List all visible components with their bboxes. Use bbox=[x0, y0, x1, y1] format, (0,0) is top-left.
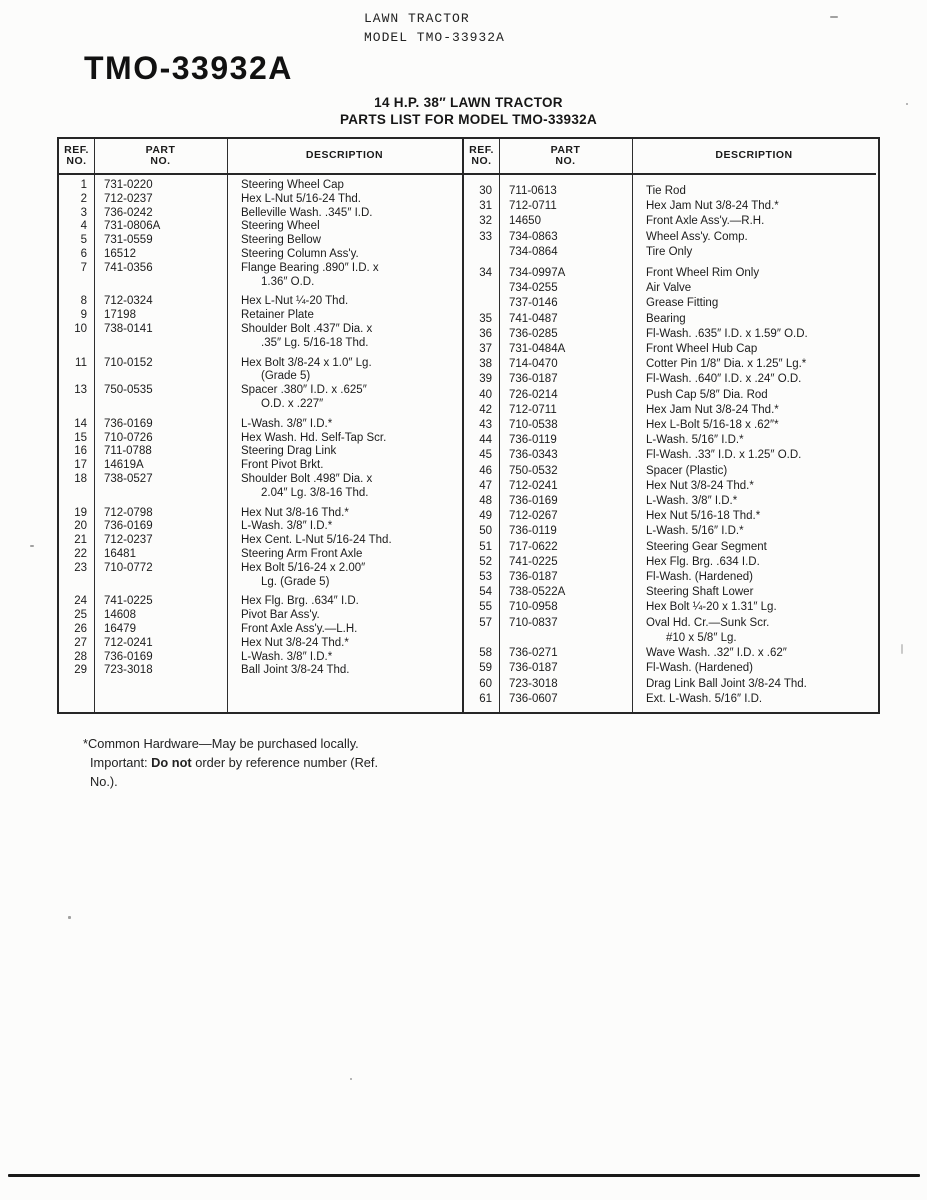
description-line: Hex Bolt ¼-20 x 1.31″ Lg. bbox=[646, 601, 777, 614]
description-line: Steering Arm Front Axle bbox=[241, 547, 363, 560]
description-cell bbox=[632, 692, 876, 707]
description-line: Hex Nut 3/8-24 Thd.* bbox=[241, 636, 349, 649]
description-line: Spacer (Plastic) bbox=[646, 464, 728, 477]
description-cell bbox=[632, 600, 876, 615]
ref-no-cell: 31 bbox=[479, 200, 492, 213]
part-no-cell: 712-0241 bbox=[104, 636, 153, 649]
part-no-cell: 736-0607 bbox=[509, 692, 558, 705]
description-cell bbox=[227, 637, 462, 651]
description-cell bbox=[227, 234, 462, 248]
description-cell bbox=[632, 509, 876, 524]
ref-no-cell: 25 bbox=[74, 609, 87, 622]
part-no-cell: 736-0169 bbox=[509, 495, 558, 508]
part-no-cell: 14650 bbox=[509, 215, 541, 228]
description-cell bbox=[632, 230, 876, 245]
ref-header-line2: NO. bbox=[66, 155, 87, 167]
footnote-line2-bold: Do not bbox=[151, 755, 192, 770]
part-no-cell: 738-0141 bbox=[104, 322, 153, 335]
ref-no-cell: 57 bbox=[479, 616, 492, 629]
description-cell bbox=[227, 562, 462, 590]
description-line: Air Valve bbox=[646, 282, 692, 295]
description-line: Ext. L-Wash. 5/16″ I.D. bbox=[646, 692, 763, 705]
part-no-cell: 712-0237 bbox=[104, 534, 153, 547]
part-header-line2: NO. bbox=[150, 155, 171, 167]
page-title: TMO-33932A bbox=[84, 50, 293, 86]
part-no-cell: 712-0711 bbox=[509, 200, 557, 213]
description-line: Hex Cent. L-Nut 5/16-24 Thd. bbox=[241, 534, 392, 547]
part-no-cell: 741-0225 bbox=[104, 595, 153, 608]
part-no-cell: 710-0726 bbox=[104, 431, 153, 444]
ref-no-cell: 3 bbox=[80, 206, 87, 219]
part-no-cell: 741-0225 bbox=[509, 555, 558, 568]
description-continuation-line: O.D. x .227″ bbox=[261, 397, 324, 410]
description-line: Hex Jam Nut 3/8-24 Thd.* bbox=[646, 200, 779, 213]
part-no-cell: 734-0864 bbox=[509, 245, 558, 258]
part-no-cell: 14608 bbox=[104, 609, 136, 622]
description-cell bbox=[632, 540, 876, 555]
description-cell bbox=[632, 281, 876, 296]
description-cell bbox=[632, 342, 876, 357]
description-cell bbox=[632, 214, 876, 229]
description-line: Tie Rod bbox=[646, 185, 686, 197]
description-line: Steering Wheel Cap bbox=[241, 179, 344, 191]
ref-no-cell: 34 bbox=[479, 267, 492, 280]
ref-no-cell bbox=[464, 245, 499, 260]
ref-no-cell bbox=[464, 281, 499, 296]
ref-no-header bbox=[59, 139, 94, 173]
footnote-line2-suffix: order by reference number (Ref. bbox=[191, 755, 379, 770]
ref-no-cell: 8 bbox=[80, 295, 87, 308]
description-cell bbox=[632, 524, 876, 539]
ref-no-cell: 45 bbox=[479, 449, 492, 462]
description-line: Push Cap 5/8″ Dia. Rod bbox=[646, 388, 768, 401]
ref-no-cell: 19 bbox=[74, 506, 87, 519]
description-cell bbox=[227, 309, 462, 323]
description-cell bbox=[227, 473, 462, 501]
part-header-line1: PART bbox=[550, 143, 581, 156]
description-cell bbox=[227, 623, 462, 637]
part-no-cell: 710-0837 bbox=[509, 616, 558, 629]
ref-no-cell: 1 bbox=[80, 179, 87, 191]
description-line: Ball Joint 3/8-24 Thd. bbox=[241, 664, 350, 677]
part-no-cell: 736-0169 bbox=[104, 650, 153, 663]
description-cell bbox=[632, 403, 876, 418]
scan-speck bbox=[350, 1078, 352, 1080]
description-line: Grease Fitting bbox=[646, 297, 719, 310]
part-no-cell: 731-0220 bbox=[104, 179, 153, 191]
description-line: Shoulder Bolt .437″ Dia. x bbox=[241, 322, 373, 335]
ref-no-cell: 16 bbox=[74, 445, 87, 458]
description-cell bbox=[632, 677, 876, 692]
parts-table bbox=[57, 137, 880, 714]
ref-no-cell: 9 bbox=[80, 309, 87, 322]
description-cell bbox=[227, 534, 462, 548]
description-continuation-line: .35″ Lg. 5/16-18 Thd. bbox=[261, 336, 369, 349]
description-cell bbox=[632, 555, 876, 570]
ref-no-cell: 37 bbox=[479, 343, 492, 356]
part-no-cell: 710-0152 bbox=[104, 356, 153, 369]
description-line: L-Wash. 5/16″ I.D.* bbox=[646, 434, 744, 447]
subtitle-line1: 14 H.P. 38″ LAWN TRACTOR bbox=[374, 95, 563, 110]
ref-no-cell: 44 bbox=[479, 434, 492, 447]
description-cell bbox=[632, 296, 876, 311]
ref-no-cell: 32 bbox=[479, 215, 492, 228]
part-no-cell: 16479 bbox=[104, 622, 136, 635]
part-no-cell: 734-0863 bbox=[509, 230, 558, 243]
part-no-cell: 736-0119 bbox=[509, 525, 557, 538]
part-no-cell: 736-0271 bbox=[509, 647, 558, 660]
scan-speck bbox=[30, 545, 34, 547]
description-line: Fl-Wash. .635″ I.D. x 1.59″ O.D. bbox=[646, 327, 808, 340]
description-cell bbox=[227, 664, 462, 678]
corner-header bbox=[364, 10, 505, 47]
description-line: Belleville Wash. .345″ I.D. bbox=[241, 206, 373, 219]
ref-no-cell: 53 bbox=[479, 571, 492, 584]
scan-speck bbox=[901, 644, 903, 654]
table-header-right bbox=[464, 139, 876, 173]
part-no-cell: 750-0535 bbox=[104, 384, 153, 397]
ref-no-cell: 17 bbox=[74, 459, 87, 472]
description-line: Steering Drag Link bbox=[241, 445, 337, 458]
ref-no-cell: 58 bbox=[479, 647, 492, 660]
description-line: Steering Column Ass'y. bbox=[241, 247, 359, 260]
part-header-line1: PART bbox=[145, 143, 176, 156]
ref-no-header bbox=[464, 139, 499, 173]
footnote-line1: *Common Hardware—May be purchased locally. bbox=[83, 736, 359, 751]
description-line: Fl-Wash. .640″ I.D. x .24″ O.D. bbox=[646, 373, 802, 386]
ref-no-cell: 47 bbox=[479, 479, 492, 492]
ref-no-cell: 13 bbox=[74, 384, 87, 397]
description-cell bbox=[227, 262, 462, 290]
ref-header-line2: NO. bbox=[471, 155, 492, 167]
footnote-line2-prefix: Important: bbox=[90, 755, 152, 770]
description-line: Drag Link Ball Joint 3/8-24 Thd. bbox=[646, 677, 807, 690]
part-no-cell: 711-0613 bbox=[509, 185, 557, 197]
ref-no-cell: 14 bbox=[74, 417, 87, 430]
description-line: Hex L-Nut 5/16-24 Thd. bbox=[241, 192, 361, 205]
description-cell bbox=[227, 609, 462, 623]
description-line: Hex Flg. Brg. .634″ I.D. bbox=[241, 595, 359, 608]
ref-no-cell: 50 bbox=[479, 525, 492, 538]
description-cell bbox=[632, 388, 876, 403]
description-line: Front Axle Ass'y.—L.H. bbox=[241, 622, 358, 635]
description-header-label: DESCRIPTION bbox=[715, 149, 793, 162]
corner-header-line2: MODEL TMO-33932A bbox=[364, 29, 505, 45]
page-bottom-scan-line bbox=[8, 1174, 920, 1177]
description-line: L-Wash. 3/8″ I.D.* bbox=[241, 417, 333, 430]
part-no-cell: 736-0187 bbox=[509, 662, 558, 675]
subtitle-line2: PARTS LIST FOR MODEL TMO-33932A bbox=[339, 112, 598, 127]
description-cell bbox=[227, 520, 462, 534]
part-no-cell: 741-0356 bbox=[104, 261, 153, 274]
description-cell bbox=[227, 459, 462, 473]
part-no-cell: 14619A bbox=[104, 459, 144, 472]
description-cell bbox=[632, 464, 876, 479]
description-cell bbox=[632, 245, 876, 260]
ref-no-cell: 35 bbox=[479, 312, 492, 325]
description-continuation-line: 1.36″ O.D. bbox=[261, 275, 315, 288]
part-no-cell: 712-0711 bbox=[509, 403, 557, 416]
description-cell bbox=[632, 433, 876, 448]
description-cell bbox=[227, 384, 462, 412]
part-no-cell: 723-3018 bbox=[104, 664, 153, 677]
part-no-header bbox=[499, 139, 632, 173]
part-no-cell: 710-0538 bbox=[509, 419, 558, 432]
ref-no-cell: 51 bbox=[479, 540, 492, 553]
part-no-cell: 16512 bbox=[104, 247, 136, 260]
table-body-right bbox=[464, 175, 876, 707]
part-no-cell: 738-0522A bbox=[509, 586, 566, 599]
ref-no-cell: 55 bbox=[479, 601, 492, 614]
description-cell bbox=[227, 548, 462, 562]
part-no-cell: 750-0532 bbox=[509, 464, 558, 477]
ref-no-cell: 4 bbox=[80, 220, 87, 233]
ref-no-cell: 27 bbox=[74, 636, 87, 649]
part-no-cell: 712-0324 bbox=[104, 295, 153, 308]
ref-no-cell: 49 bbox=[479, 510, 492, 523]
description-line: Hex Bolt 5/16-24 x 2.00″ bbox=[241, 561, 366, 574]
description-line: Hex Nut 3/8-24 Thd.* bbox=[646, 479, 754, 492]
part-no-cell: 712-0267 bbox=[509, 510, 558, 523]
ref-header-line1: REF. bbox=[64, 143, 89, 156]
description-continuation-line: Lg. (Grade 5) bbox=[261, 575, 330, 588]
description-cell bbox=[227, 289, 462, 309]
description-cell bbox=[632, 260, 876, 281]
part-header-line2: NO. bbox=[555, 155, 576, 167]
description-line: Flange Bearing .890″ I.D. x bbox=[241, 261, 379, 274]
description-cell bbox=[632, 616, 876, 646]
description-line: Front Wheel Rim Only bbox=[646, 267, 760, 280]
ref-no-cell: 36 bbox=[479, 327, 492, 340]
description-cell bbox=[632, 570, 876, 585]
table-body-left bbox=[59, 175, 462, 678]
ref-no-cell: 33 bbox=[479, 230, 492, 243]
footnotes bbox=[83, 734, 483, 791]
description-line: L-Wash. 3/8″ I.D.* bbox=[646, 495, 738, 508]
part-no-cell: 736-0169 bbox=[104, 417, 153, 430]
description-line: Hex Jam Nut 3/8-24 Thd.* bbox=[646, 403, 779, 416]
ref-no-cell: 10 bbox=[74, 322, 87, 335]
description-line: Hex Nut 3/8-16 Thd.* bbox=[241, 506, 349, 519]
ref-no-cell: 20 bbox=[74, 520, 87, 533]
corner-header-line1: LAWN TRACTOR bbox=[364, 11, 470, 26]
part-no-cell: 731-0806A bbox=[104, 220, 161, 233]
description-line: Spacer .380″ I.D. x .625″ bbox=[241, 384, 367, 397]
part-no-cell: 711-0788 bbox=[104, 445, 152, 458]
ref-no-cell: 54 bbox=[479, 586, 492, 599]
subtitle bbox=[57, 94, 880, 128]
description-cell bbox=[632, 494, 876, 509]
ref-no-cell: 38 bbox=[479, 358, 492, 371]
description-cell bbox=[227, 432, 462, 446]
description-cell bbox=[632, 312, 876, 327]
ref-no-cell: 43 bbox=[479, 419, 492, 432]
description-cell bbox=[632, 184, 876, 199]
description-cell bbox=[227, 323, 462, 351]
part-no-cell: 734-0255 bbox=[509, 282, 558, 295]
description-header bbox=[227, 139, 462, 173]
part-no-cell: 726-0214 bbox=[509, 388, 558, 401]
ref-no-cell: 22 bbox=[74, 547, 87, 560]
description-cell bbox=[632, 448, 876, 463]
description-line: L-Wash. 5/16″ I.D.* bbox=[646, 525, 744, 538]
ref-no-cell: 26 bbox=[74, 622, 87, 635]
description-line: Fl-Wash. .33″ I.D. x 1.25″ O.D. bbox=[646, 449, 802, 462]
description-line: Retainer Plate bbox=[241, 309, 314, 322]
description-header-label: DESCRIPTION bbox=[305, 149, 384, 162]
description-line: Hex Wash. Hd. Self-Tap Scr. bbox=[241, 431, 387, 444]
ref-no-cell: 40 bbox=[479, 388, 492, 401]
description-cell bbox=[632, 327, 876, 342]
description-cell bbox=[227, 501, 462, 521]
ref-no-cell: 2 bbox=[80, 192, 87, 205]
part-no-cell: 712-0798 bbox=[104, 506, 153, 519]
part-no-cell: 736-0285 bbox=[509, 327, 558, 340]
description-cell bbox=[227, 351, 462, 385]
description-header bbox=[632, 139, 876, 173]
description-cell bbox=[227, 589, 462, 609]
description-cell bbox=[632, 357, 876, 372]
description-cell bbox=[227, 445, 462, 459]
description-cell bbox=[632, 646, 876, 661]
description-cell bbox=[227, 207, 462, 221]
description-line: Front Pivot Brkt. bbox=[241, 459, 324, 472]
ref-no-cell: 48 bbox=[479, 495, 492, 508]
ref-no-cell: 59 bbox=[479, 662, 492, 675]
description-cell bbox=[632, 199, 876, 214]
ref-no-cell: 7 bbox=[80, 261, 87, 274]
scan-speck bbox=[830, 16, 838, 18]
description-continuation-line: (Grade 5) bbox=[261, 370, 311, 383]
description-cell bbox=[632, 585, 876, 600]
part-no-cell: 712-0241 bbox=[509, 479, 558, 492]
description-cell bbox=[227, 220, 462, 234]
description-line: Oval Hd. Cr.—Sunk Scr. bbox=[646, 616, 770, 629]
ref-no-cell: 42 bbox=[479, 403, 492, 416]
description-line: L-Wash. 3/8″ I.D.* bbox=[241, 650, 333, 663]
scan-speck bbox=[68, 916, 71, 919]
part-no-cell: 736-0242 bbox=[104, 206, 153, 219]
part-no-cell: 736-0187 bbox=[509, 571, 558, 584]
parts-table-left-half bbox=[59, 139, 462, 712]
part-no-cell: 736-0343 bbox=[509, 449, 558, 462]
ref-no-cell: 29 bbox=[74, 664, 87, 677]
description-line: Bearing bbox=[646, 312, 686, 325]
description-line: Steering Wheel bbox=[241, 220, 320, 233]
part-no-cell: 731-0484A bbox=[509, 343, 566, 356]
part-no-cell: 717-0622 bbox=[509, 540, 558, 553]
part-no-cell: 710-0772 bbox=[104, 561, 153, 574]
ref-no-cell: 18 bbox=[74, 472, 87, 485]
description-line: Front Axle Ass'y.—R.H. bbox=[646, 215, 765, 228]
description-cell bbox=[632, 661, 876, 676]
part-no-cell: 738-0527 bbox=[104, 472, 153, 485]
description-line: Hex L-Nut ¼-20 Thd. bbox=[241, 295, 349, 308]
ref-no-cell: 30 bbox=[479, 185, 492, 197]
description-line: Hex Bolt 3/8-24 x 1.0″ Lg. bbox=[241, 356, 372, 369]
description-line: Shoulder Bolt .498″ Dia. x bbox=[241, 472, 373, 485]
ref-no-cell bbox=[464, 296, 499, 311]
description-cell bbox=[227, 651, 462, 665]
description-line: Cotter Pin 1/8″ Dia. x 1.25″ Lg.* bbox=[646, 358, 807, 371]
part-no-cell: 16481 bbox=[104, 547, 136, 560]
description-line: Fl-Wash. (Hardened) bbox=[646, 662, 753, 675]
description-line: Wave Wash. .32″ I.D. x .62″ bbox=[646, 647, 787, 660]
description-line: Steering Bellow bbox=[241, 234, 321, 247]
description-cell bbox=[632, 372, 876, 387]
parts-table-right-half bbox=[462, 139, 876, 712]
ref-no-cell: 28 bbox=[74, 650, 87, 663]
description-cell bbox=[227, 248, 462, 262]
part-no-cell: 736-0119 bbox=[509, 434, 557, 447]
ref-no-cell: 52 bbox=[479, 555, 492, 568]
description-line: Tire Only bbox=[646, 245, 693, 258]
ref-no-cell: 23 bbox=[74, 561, 87, 574]
description-cell bbox=[227, 412, 462, 432]
part-no-cell: 712-0237 bbox=[104, 192, 153, 205]
footnote-line2 bbox=[83, 753, 483, 772]
part-no-cell: 741-0487 bbox=[509, 312, 558, 325]
ref-no-cell: 46 bbox=[479, 464, 492, 477]
description-line: L-Wash. 3/8″ I.D.* bbox=[241, 520, 333, 533]
part-no-cell: 723-3018 bbox=[509, 677, 558, 690]
description-cell bbox=[227, 193, 462, 207]
description-line: Hex Nut 5/16-18 Thd.* bbox=[646, 510, 761, 523]
scan-speck bbox=[906, 103, 908, 105]
ref-no-cell: 11 bbox=[75, 356, 87, 369]
ref-no-cell: 15 bbox=[74, 431, 87, 444]
description-line: Front Wheel Hub Cap bbox=[646, 343, 758, 356]
description-line: Fl-Wash. (Hardened) bbox=[646, 571, 753, 584]
part-no-cell: 710-0958 bbox=[509, 601, 558, 614]
description-line: Wheel Ass'y. Comp. bbox=[646, 230, 748, 243]
description-line: Steering Shaft Lower bbox=[646, 586, 754, 599]
ref-no-cell: 61 bbox=[479, 692, 492, 705]
part-no-cell: 714-0470 bbox=[509, 358, 558, 371]
table-header-left bbox=[59, 139, 462, 173]
ref-no-cell: 6 bbox=[80, 247, 87, 260]
description-cell bbox=[632, 479, 876, 494]
ref-no-cell: 5 bbox=[80, 234, 87, 247]
description-continuation-line: #10 x 5/8″ Lg. bbox=[666, 631, 737, 644]
part-no-cell: 734-0997A bbox=[509, 267, 566, 280]
part-no-cell: 736-0169 bbox=[104, 520, 153, 533]
part-no-cell: 736-0187 bbox=[509, 373, 558, 386]
description-line: Steering Gear Segment bbox=[646, 540, 767, 553]
description-line: Hex L-Bolt 5/16-18 x .62″* bbox=[646, 419, 779, 432]
ref-no-cell: 21 bbox=[74, 534, 87, 547]
footnote-line3: No.). bbox=[90, 774, 118, 789]
ref-header-line1: REF. bbox=[469, 143, 494, 156]
description-line: Pivot Bar Ass'y. bbox=[241, 609, 320, 622]
part-no-cell: 731-0559 bbox=[104, 234, 153, 247]
description-line: Hex Flg. Brg. .634 I.D. bbox=[646, 555, 760, 568]
ref-no-cell: 60 bbox=[479, 677, 492, 690]
description-cell bbox=[632, 418, 876, 433]
ref-no-cell: 39 bbox=[479, 373, 492, 386]
part-no-cell: 17198 bbox=[104, 309, 136, 322]
description-continuation-line: 2.04″ Lg. 3/8-16 Thd. bbox=[261, 486, 369, 499]
description-cell bbox=[227, 179, 462, 193]
ref-no-cell: 24 bbox=[74, 595, 87, 608]
part-no-header bbox=[94, 139, 227, 173]
part-no-cell: 737-0146 bbox=[509, 297, 558, 310]
